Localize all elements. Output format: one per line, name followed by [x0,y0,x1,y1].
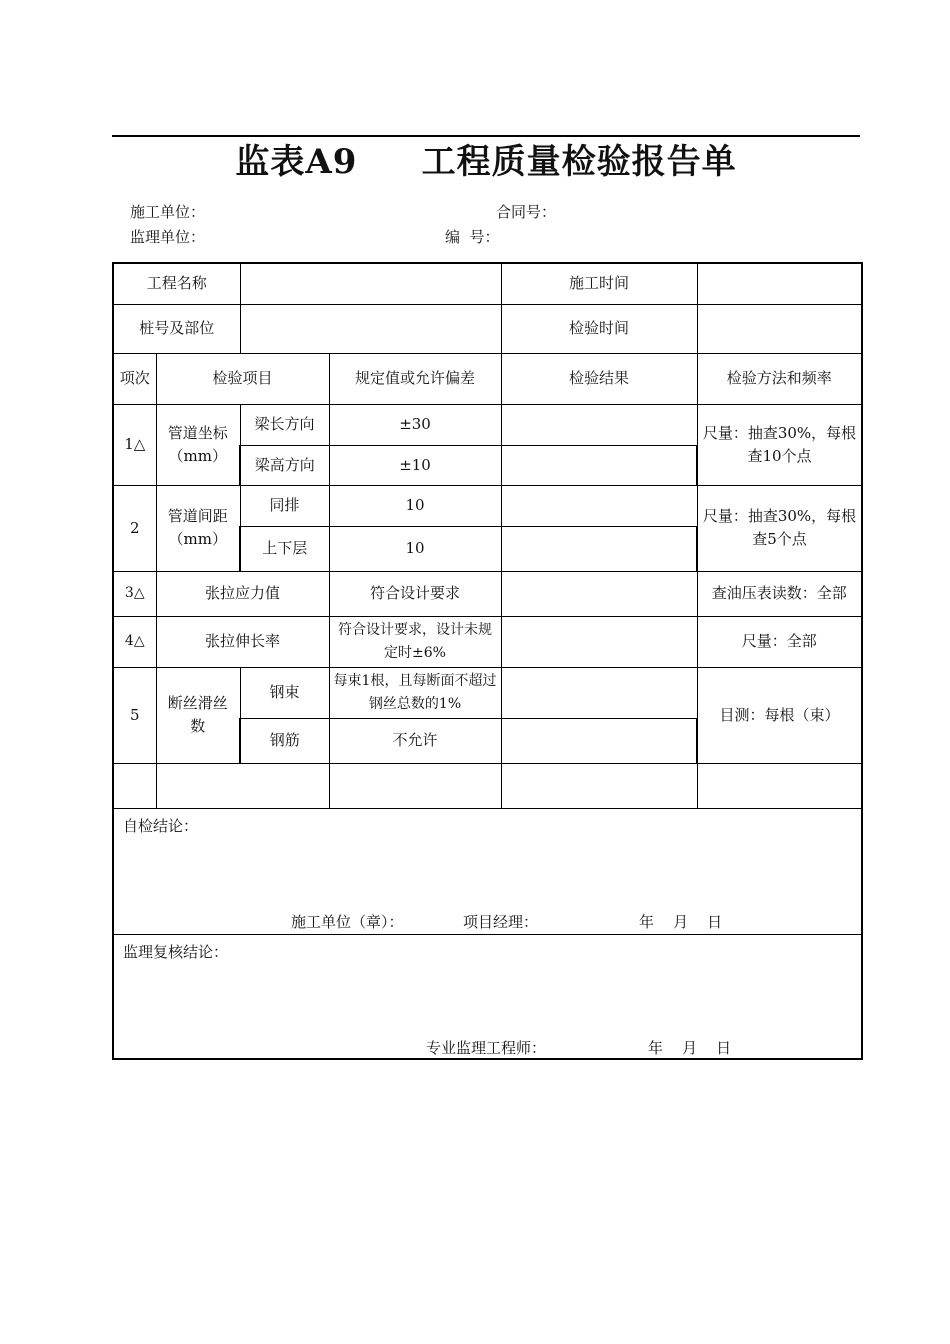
self-check-section[interactable] [113,808,862,934]
inspection-table [112,262,863,1060]
row3-method: 查油压表读数：全部 [697,571,862,616]
col-header-item: 检验项目 [156,353,329,404]
row5-sub2-name: 钢筋 [240,718,329,763]
row5-sub2-result[interactable] [501,718,697,763]
row4-method: 尺量：全部 [697,616,862,667]
row4-spec: 符合设计要求，设计未规定时±6% [329,616,501,667]
pile-location-value[interactable] [240,304,501,353]
col-header-result: 检验结果 [501,353,697,404]
row2-sub2-name: 上下层 [240,526,329,571]
form-title: 监表A9 工程质量检验报告单 [235,142,737,182]
construction-time-value[interactable] [697,263,862,304]
row3-no: 3△ [113,571,156,616]
blank-row-spec[interactable] [329,763,501,808]
self-check-sign-manager: 项目经理： [463,912,539,931]
pile-location-label: 桩号及部位 [113,304,240,353]
row2-name: 管道间距（mm） [156,485,240,571]
row1-name: 管道坐标（mm） [156,404,240,485]
row3-result[interactable] [501,571,697,616]
row3-spec: 符合设计要求 [329,571,501,616]
supervisor-label: 监理单位： [130,228,206,246]
row5-method: 目测：每根（束） [697,667,862,763]
row2-no: 2 [113,485,156,571]
row5-sub2-spec: 不允许 [329,718,501,763]
blank-row-no[interactable] [113,763,156,808]
blank-row-item[interactable] [156,763,329,808]
row2-method: 尺量：抽查30%，每根查5个点 [697,485,862,571]
project-name-label: 工程名称 [113,263,240,304]
supervision-sign-engineer: 专业监理工程师： [426,1038,547,1057]
col-header-spec: 规定值或允许偏差 [329,353,501,404]
construction-time-label: 施工时间 [501,263,697,304]
row4-result[interactable] [501,616,697,667]
row1-sub2-name: 梁高方向 [240,445,329,485]
supervision-label: 监理复核结论： [123,942,229,961]
row4-name: 张拉伸长率 [156,616,329,667]
row1-method: 尺量：抽查30%，每根查10个点 [697,404,862,485]
row5-no: 5 [113,667,156,763]
row5-sub1-result[interactable] [501,667,697,718]
row1-sub2-result[interactable] [501,445,697,485]
inspection-time-value[interactable] [697,304,862,353]
serial-no-label: 编 号： [445,228,500,246]
supervision-section[interactable] [113,934,862,1059]
contractor-label: 施工单位： [130,203,206,221]
row5-sub1-spec: 每束1根，且每断面不超过钢丝总数的1% [329,667,501,718]
blank-row-result[interactable] [501,763,697,808]
row5-sub1-name: 钢束 [240,667,329,718]
row1-no: 1△ [113,404,156,485]
row1-sub1-name: 梁长方向 [240,404,329,445]
title-rule [112,135,860,137]
row2-sub2-result[interactable] [501,526,697,571]
row2-sub1-name: 同排 [240,485,329,526]
self-check-date: 年 月 日 [639,912,723,931]
row2-sub1-spec: 10 [329,485,501,526]
project-name-value[interactable] [240,263,501,304]
supervision-date: 年 月 日 [648,1038,732,1057]
inspection-time-label: 检验时间 [501,304,697,353]
self-check-sign-unit: 施工单位（章）： [291,912,404,931]
row2-sub1-result[interactable] [501,485,697,526]
row2-sub2-spec: 10 [329,526,501,571]
self-check-label: 自检结论： [123,816,199,835]
col-header-method: 检验方法和频率 [697,353,862,404]
row3-name: 张拉应力值 [156,571,329,616]
row1-sub2-spec: ±10 [329,445,501,485]
blank-row-method[interactable] [697,763,862,808]
contract-no-label: 合同号： [496,203,557,221]
row5-name: 断丝滑丝数 [156,667,240,763]
col-header-item-no: 项次 [113,353,156,404]
row1-sub1-spec: ±30 [329,404,501,445]
row4-no: 4△ [113,616,156,667]
row1-sub1-result[interactable] [501,404,697,445]
